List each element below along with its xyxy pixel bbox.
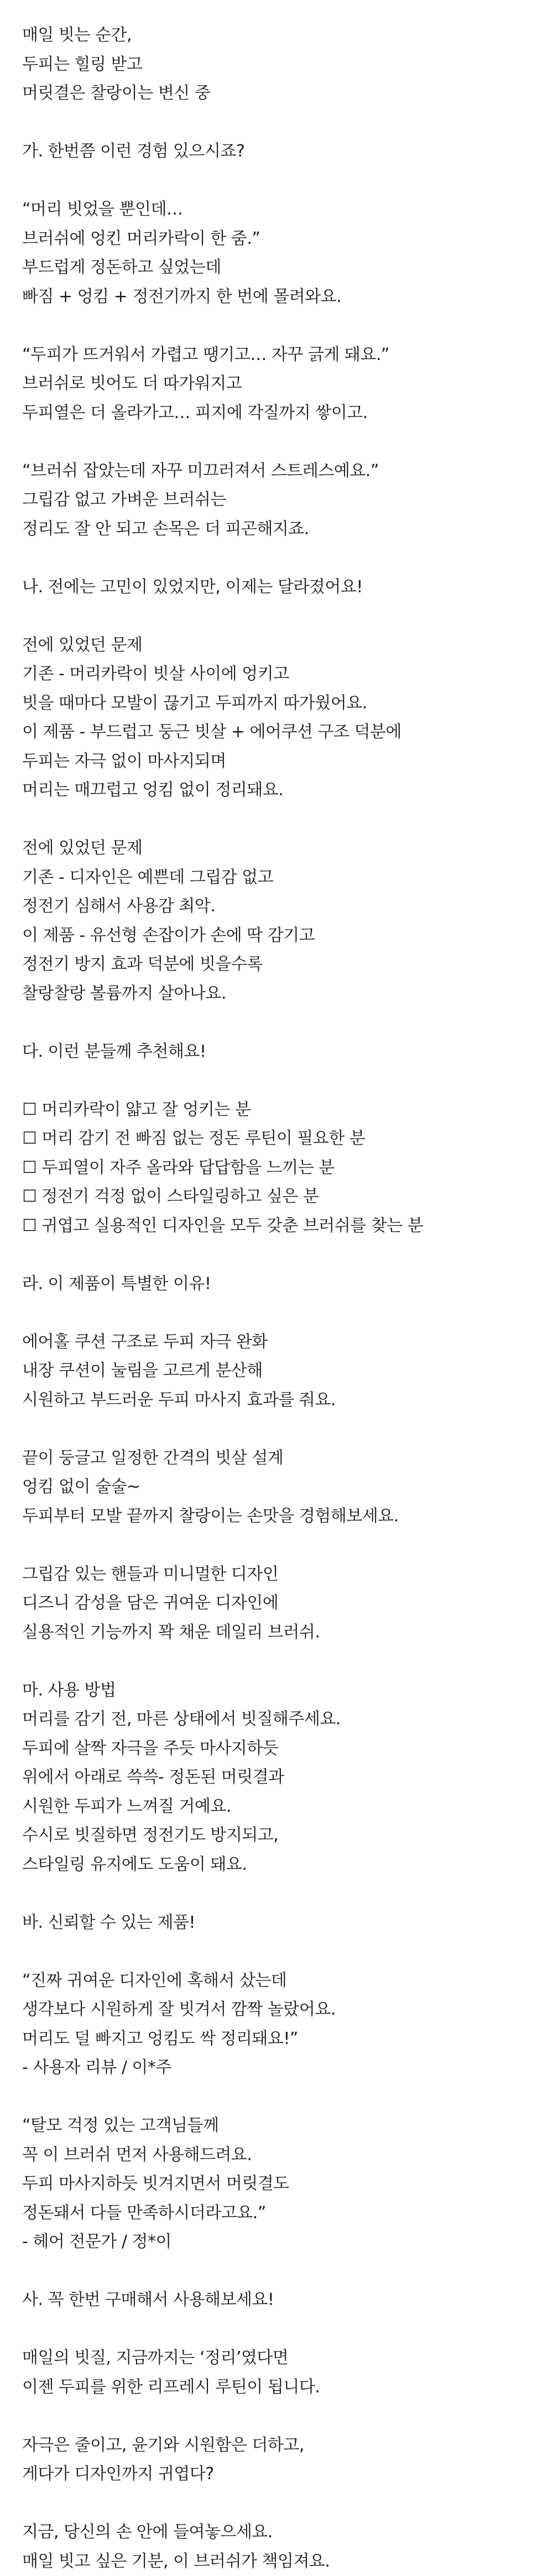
text-paragraph <box>22 1270 536 1299</box>
text-line: 나. 전에는 고민이 있었지만, 이제는 달라졌어요! <box>22 573 536 602</box>
text-paragraph <box>22 1676 536 1880</box>
text-line: 두피는 자극 없이 마사지되며 <box>22 747 536 776</box>
text-line: 두피 마사지하듯 빗겨지면서 머릿결도 <box>22 2170 536 2199</box>
text-line: 두피는 힐링 받고 <box>22 50 536 80</box>
text-line: 매일 빗는 순간, <box>22 21 536 50</box>
text-line: 그립감 없고 가벼운 브러쉬는 <box>22 486 536 515</box>
text-line: 브러쉬에 엉킨 머리카락이 한 줌.” <box>22 225 536 254</box>
text-paragraph <box>22 2344 536 2402</box>
text-line: 라. 이 제품이 특별한 이유! <box>22 1270 536 1299</box>
text-line: 디즈니 감성을 담은 귀여운 디자인에 <box>22 1589 536 1618</box>
text-line: ☐ 머리 감기 전 빠짐 없는 정돈 루틴이 필요한 분 <box>22 1124 536 1154</box>
text-paragraph <box>22 1096 536 1241</box>
text-line: 머리를 감기 전, 마른 상태에서 빗질해주세요. <box>22 1705 536 1734</box>
text-paragraph <box>22 21 536 108</box>
text-paragraph <box>22 137 536 166</box>
text-paragraph <box>22 2286 536 2315</box>
text-line: 두피부터 모발 끝까지 찰랑이는 손맛을 경험해보세요. <box>22 1502 536 1531</box>
text-paragraph <box>22 1444 536 1531</box>
text-line: 에어홀 쿠션 구조로 두피 자극 완화 <box>22 1328 536 1357</box>
text-line: 그립감 있는 핸들과 미니멀한 디자인 <box>22 1560 536 1589</box>
text-paragraph <box>22 2518 536 2576</box>
text-line: “브러쉬 잡았는데 자꾸 미끄러져서 스트레스예요.” <box>22 457 536 486</box>
text-line: 정리도 잘 안 되고 손목은 더 피곤해지죠. <box>22 515 536 544</box>
text-paragraph <box>22 1037 536 1067</box>
text-line: 이 제품 - 유선형 손잡이가 손에 딱 감기고 <box>22 921 536 951</box>
text-line: 매일의 빗질, 지금까지는 ‘정리’였다면 <box>22 2344 536 2373</box>
text-line: 빠짐 + 엉킴 + 정전기까지 한 번에 몰려와요. <box>22 283 536 312</box>
text-line: 두피에 살짝 자극을 주듯 마사지하듯 <box>22 1734 536 1764</box>
text-line: “탈모 걱정 있는 고객님들께 <box>22 2111 536 2141</box>
text-line: ☐ 머리카락이 얇고 잘 엉키는 분 <box>22 1096 536 1125</box>
text-line: 시원하고 부드러운 두피 마사지 효과를 줘요. <box>22 1386 536 1415</box>
text-line: 꼭 이 브러쉬 먼저 사용해드려요. <box>22 2141 536 2170</box>
text-line: 게다가 디자인까지 귀엽다? <box>22 2460 536 2489</box>
text-paragraph <box>22 834 536 1008</box>
text-line: 자극은 줄이고, 윤기와 시원함은 더하고, <box>22 2431 536 2460</box>
text-line: 매일 빗고 싶은 기분, 이 브러쉬가 책임져요. <box>22 2547 536 2576</box>
text-line: 수시로 빗질하면 정전기도 방지되고, <box>22 1821 536 1850</box>
text-line: 머리는 매끄럽고 엉킴 없이 정리돼요. <box>22 776 536 805</box>
text-line: 생각보다 시원하게 잘 빗겨서 깜짝 놀랐어요. <box>22 1995 536 2025</box>
text-line: 기존 - 머리카락이 빗살 사이에 엉키고 <box>22 660 536 689</box>
text-line: 전에 있었던 문제 <box>22 631 536 660</box>
text-paragraph <box>22 1967 536 2083</box>
text-paragraph <box>22 573 536 602</box>
text-paragraph <box>22 631 536 805</box>
text-line: 부드럽게 정돈하고 싶었는데 <box>22 253 536 283</box>
text-line: 정전기 심해서 사용감 최악. <box>22 892 536 921</box>
text-line: 이 제품 - 부드럽고 둥근 빗살 + 에어쿠션 구조 덕분에 <box>22 718 536 747</box>
text-line: 내장 쿠션이 눌림을 고르게 분산해 <box>22 1357 536 1386</box>
text-line: 엉킴 없이 술술~ <box>22 1473 536 1502</box>
text-line: ☐ 정전기 걱정 없이 스타일링하고 싶은 분 <box>22 1182 536 1212</box>
text-line: 기존 - 디자인은 예쁜데 그립감 없고 <box>22 863 536 893</box>
text-paragraph <box>22 2111 536 2257</box>
text-line: ☐ 두피열이 자주 올라와 답답함을 느끼는 분 <box>22 1154 536 1183</box>
text-line: 전에 있었던 문제 <box>22 834 536 863</box>
text-line: “머리 빗었을 뿐인데… <box>22 195 536 225</box>
text-line: 정전기 방지 효과 덕분에 빗을수록 <box>22 950 536 979</box>
article-body <box>22 21 536 2576</box>
text-line: - 사용자 리뷰 / 이*주 <box>22 2053 536 2083</box>
text-line: 빗을 때마다 모발이 끊기고 두피까지 따가웠어요. <box>22 689 536 718</box>
text-line: 사. 꼭 한번 구매해서 사용해보세요! <box>22 2286 536 2315</box>
text-line: 끝이 둥글고 일정한 간격의 빗살 설계 <box>22 1444 536 1473</box>
text-paragraph <box>22 457 536 544</box>
text-line: 시원한 두피가 느껴질 거예요. <box>22 1792 536 1822</box>
text-line: 지금, 당신의 손 안에 들여놓으세요. <box>22 2518 536 2547</box>
text-line: 찰랑찰랑 볼륨까지 살아나요. <box>22 979 536 1009</box>
text-line: 가. 한번쯤 이런 경험 있으시죠? <box>22 137 536 166</box>
text-line: 바. 신뢰할 수 있는 제품! <box>22 1908 536 1938</box>
text-paragraph <box>22 1908 536 1938</box>
text-line: 브러쉬로 빗어도 더 따가워지고 <box>22 369 536 399</box>
text-line: 다. 이런 분들께 추천해요! <box>22 1037 536 1067</box>
text-line: ☐ 귀엽고 실용적인 디자인을 모두 갖춘 브러쉬를 찾는 분 <box>22 1212 536 1241</box>
text-line: 머리도 덜 빠지고 엉킴도 싹 정리돼요!” <box>22 2025 536 2054</box>
text-paragraph <box>22 195 536 311</box>
text-line: 머릿결은 찰랑이는 변신 중 <box>22 79 536 108</box>
text-line: 실용적인 기능까지 꽉 채운 데일리 브러쉬. <box>22 1618 536 1647</box>
text-paragraph <box>22 341 536 428</box>
text-paragraph <box>22 1560 536 1647</box>
text-line: 두피열은 더 올라가고… 피지에 각질까지 쌓이고. <box>22 399 536 428</box>
text-line: 마. 사용 방법 <box>22 1676 536 1706</box>
text-line: “진짜 귀여운 디자인에 혹해서 샀는데 <box>22 1967 536 1996</box>
text-line: - 헤어 전문가 / 정*이 <box>22 2228 536 2257</box>
text-line: 정돈돼서 다들 만족하시더라고요.” <box>22 2199 536 2228</box>
text-line: 위에서 아래로 쓱쓱- 정돈된 머릿결과 <box>22 1763 536 1792</box>
text-line: 이젠 두피를 위한 리프레시 루틴이 됩니다. <box>22 2373 536 2402</box>
text-paragraph <box>22 2431 536 2489</box>
text-paragraph <box>22 1328 536 1415</box>
text-line: 스타일링 유지에도 도움이 돼요. <box>22 1850 536 1880</box>
text-line: “두피가 뜨거워서 가렵고 땡기고… 자꾸 긁게 돼요.” <box>22 341 536 370</box>
